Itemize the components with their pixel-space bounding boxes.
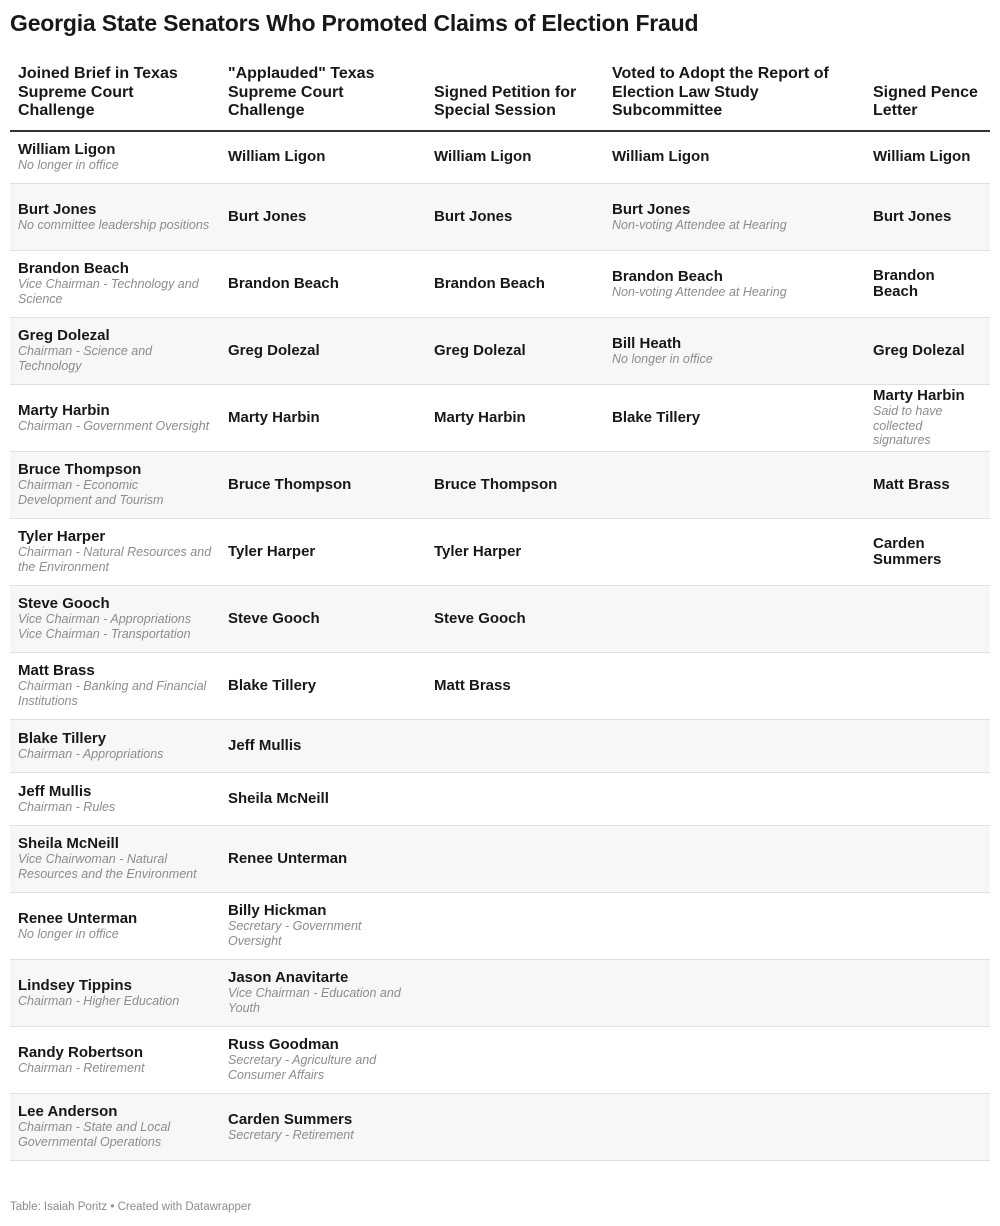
senator-note: Secretary - Agriculture and Consumer Affairs [228, 1053, 377, 1082]
senator-name: Matt Brass [18, 662, 95, 680]
table-cell [220, 1094, 426, 1161]
senator-note: Vice Chairwoman - Natural Resources and the Environment [18, 852, 197, 881]
table-cell [865, 893, 990, 960]
table-cell [604, 1094, 865, 1161]
senator-note: Non-voting Attendee at Hearing [612, 217, 787, 232]
table-cell [10, 184, 220, 251]
senator-note: Chairman - Government Oversight [18, 418, 210, 433]
table-cell [604, 318, 865, 385]
senator-note: Chairman - Rules [18, 799, 116, 814]
senator-name: William Ligon [228, 148, 326, 166]
senator-note: Chairman - Natural Resources and the Environment [18, 545, 212, 574]
table-cell [604, 184, 865, 251]
senator-name: Tyler Harper [434, 543, 522, 560]
senator-name: William Ligon [612, 148, 710, 166]
senator-name: Matt Brass [873, 476, 950, 493]
table-cell [604, 773, 865, 826]
table-row [10, 251, 990, 318]
table-row [10, 720, 990, 773]
senator-name: Jeff Mullis [18, 782, 92, 800]
table-cell [865, 452, 990, 519]
senator-note: Chairman - Appropriations [18, 746, 164, 761]
senator-note: Vice Chairman - Education and Youth [228, 986, 401, 1015]
table-cell [865, 385, 990, 452]
senator-name: Brandon Beach [612, 267, 723, 285]
table-cell [426, 826, 604, 893]
column-header-texas-brief: Joined Brief in Texas Supreme Court Challenge [10, 60, 220, 131]
senators-table [10, 60, 990, 1161]
table-cell [604, 653, 865, 720]
table-cell [604, 519, 865, 586]
senator-name: Jason Anavitarte [228, 969, 349, 987]
senator-name: Randy Robertson [18, 1043, 144, 1061]
senator-name: Brandon Beach [18, 260, 129, 278]
senator-name: Lee Anderson [18, 1103, 118, 1121]
senator-note: Chairman - Science and Technology [18, 344, 153, 373]
senator-note: Chairman - State and Local Governmental Operations [18, 1120, 171, 1149]
table-row [10, 452, 990, 519]
table-cell [426, 452, 604, 519]
senator-name: Billy Hickman [228, 902, 327, 920]
table-cell [426, 1094, 604, 1161]
table-row [10, 1094, 990, 1161]
table-cell [220, 653, 426, 720]
table-cell [604, 131, 865, 184]
table-cell [426, 385, 604, 452]
table-cell [865, 318, 990, 385]
table-cell [865, 1027, 990, 1094]
table-cell [220, 385, 426, 452]
table-cell [10, 720, 220, 773]
table-cell [426, 720, 604, 773]
table-row [10, 131, 990, 184]
senator-note: No longer in office [18, 157, 119, 172]
table-cell [220, 519, 426, 586]
table-cell [10, 519, 220, 586]
table-cell [426, 519, 604, 586]
table-row [10, 893, 990, 960]
senator-name: Burt Jones [434, 208, 513, 225]
table-cell [865, 519, 990, 586]
senator-note: Secretary - Government Oversight [228, 919, 362, 948]
senator-name: Matt Brass [434, 677, 511, 694]
table-cell [10, 1027, 220, 1094]
table-row [10, 385, 990, 452]
senator-note: Non-voting Attendee at Hearing [612, 284, 787, 299]
senator-name: Blake Tillery [228, 677, 317, 694]
table-row [10, 653, 990, 720]
table-cell [604, 893, 865, 960]
table-cell [865, 184, 990, 251]
table-cell [426, 131, 604, 184]
table-cell [220, 1027, 426, 1094]
senator-name: Brandon Beach [228, 275, 339, 292]
senator-note: No committee leadership positions [18, 217, 210, 232]
senator-name: Marty Harbin [18, 401, 110, 419]
column-header-applauded: "Applauded" Texas Supreme Court Challenge [220, 60, 426, 131]
table-row [10, 318, 990, 385]
table-cell [220, 131, 426, 184]
table-row [10, 1027, 990, 1094]
table-row [10, 519, 990, 586]
table-cell [426, 653, 604, 720]
senator-name: Lindsey Tippins [18, 976, 132, 994]
senator-name: Russ Goodman [228, 1036, 339, 1054]
senator-name: William Ligon [434, 148, 532, 166]
table-cell [865, 720, 990, 773]
table-cell [426, 251, 604, 318]
table-cell [10, 960, 220, 1027]
table-cell [10, 773, 220, 826]
table-cell [604, 826, 865, 893]
senator-name: Burt Jones [873, 208, 952, 225]
senator-note: No longer in office [612, 351, 713, 366]
senator-name: William Ligon [873, 148, 971, 166]
header-row [10, 60, 990, 131]
table-cell [220, 184, 426, 251]
table-row [10, 826, 990, 893]
table-cell [10, 385, 220, 452]
page-title: Georgia State Senators Who Promoted Claims of Election Fraud [10, 10, 699, 36]
table-cell [10, 653, 220, 720]
senator-name: Tyler Harper [18, 528, 106, 546]
table-cell [220, 960, 426, 1027]
table-cell [865, 251, 990, 318]
senator-name: Bruce Thompson [18, 461, 142, 479]
senator-note: Chairman - Retirement [18, 1060, 145, 1075]
table-cell [10, 452, 220, 519]
senator-name: Steve Gooch [228, 610, 320, 627]
table-cell [220, 586, 426, 653]
senator-name: Greg Dolezal [434, 342, 526, 359]
table-cell [604, 960, 865, 1027]
source-credit: Table: Isaiah Poritz • Created with Datawrapper [10, 1201, 252, 1213]
table-cell [426, 184, 604, 251]
table-cell [426, 960, 604, 1027]
senator-name: Greg Dolezal [228, 342, 320, 359]
table-row [10, 586, 990, 653]
table-cell [220, 251, 426, 318]
senator-note: Said to have collected signatures [873, 403, 943, 448]
table-cell [10, 893, 220, 960]
senator-name: Marty Harbin [873, 386, 965, 404]
table-cell [604, 586, 865, 653]
table-row [10, 184, 990, 251]
senator-note: Vice Chairman - Appropriations [18, 612, 191, 627]
table-cell [10, 251, 220, 318]
table-cell [220, 720, 426, 773]
table-cell [426, 586, 604, 653]
senator-note: Chairman - Economic Development and Tourism [18, 478, 164, 507]
table-cell [10, 318, 220, 385]
table-cell [604, 251, 865, 318]
senator-name: Burt Jones [612, 200, 691, 218]
table-cell [426, 773, 604, 826]
senator-name: Brandon Beach [873, 267, 935, 300]
senator-note: Secretary - Retirement [228, 1127, 354, 1142]
senator-name: Renee Unterman [228, 850, 348, 867]
table-cell [865, 131, 990, 184]
senator-note: No longer in office [18, 926, 119, 941]
senator-name: Bill Heath [612, 334, 682, 352]
senator-name: Blake Tillery [18, 729, 107, 747]
column-header-pence-letter: Signed Pence Letter [865, 60, 990, 131]
senator-name: Brandon Beach [434, 275, 545, 292]
senator-name: Jeff Mullis [228, 737, 302, 754]
senator-name: Carden Summers [873, 535, 942, 568]
table-row [10, 960, 990, 1027]
table-cell [220, 452, 426, 519]
table-cell [865, 1094, 990, 1161]
senator-note: Chairman - Banking and Financial Institutions [18, 679, 207, 708]
table-cell [865, 586, 990, 653]
table-cell [220, 318, 426, 385]
table-cell [865, 960, 990, 1027]
table-cell [10, 586, 220, 653]
senator-note: Chairman - Higher Education [18, 993, 180, 1008]
table-cell [604, 452, 865, 519]
senator-name: Marty Harbin [228, 409, 320, 426]
senator-name: William Ligon [18, 140, 116, 158]
senator-name: Steve Gooch [18, 595, 110, 613]
senator-note: Vice Chairman - Technology and Science [18, 277, 199, 306]
table-cell [220, 826, 426, 893]
senator-name: Sheila McNeill [228, 790, 329, 807]
column-header-petition: Signed Petition for Special Session [426, 60, 604, 131]
senator-name: Tyler Harper [228, 543, 316, 560]
senator-name: Carden Summers [228, 1110, 353, 1128]
table-cell [865, 773, 990, 826]
table-cell [426, 1027, 604, 1094]
table-cell [220, 773, 426, 826]
senator-name: Bruce Thompson [434, 476, 558, 493]
table-cell [426, 318, 604, 385]
table-cell [604, 720, 865, 773]
table-body [10, 131, 990, 1161]
senator-name: Burt Jones [228, 208, 307, 225]
senator-name: Sheila McNeill [18, 835, 119, 853]
senator-name: Steve Gooch [434, 610, 526, 627]
table-cell [865, 826, 990, 893]
table-cell [10, 826, 220, 893]
table-cell [604, 385, 865, 452]
senator-note: Vice Chairman - Transportation [18, 627, 191, 641]
senator-name: Bruce Thompson [228, 476, 352, 493]
table-cell [220, 893, 426, 960]
table-cell [604, 1027, 865, 1094]
table-row [10, 773, 990, 826]
senator-name: Renee Unterman [18, 909, 138, 927]
table-cell [426, 893, 604, 960]
senator-name: Burt Jones [18, 200, 97, 218]
column-header-subcommittee-report: Voted to Adopt the Report of Election Law Study Subcommittee [604, 60, 865, 131]
senator-name: Greg Dolezal [18, 327, 110, 345]
senator-name: Greg Dolezal [873, 342, 965, 359]
senator-name: Blake Tillery [612, 409, 701, 426]
table-cell [10, 1094, 220, 1161]
senator-name: Marty Harbin [434, 409, 526, 426]
table-cell [865, 653, 990, 720]
table-cell [10, 131, 220, 184]
